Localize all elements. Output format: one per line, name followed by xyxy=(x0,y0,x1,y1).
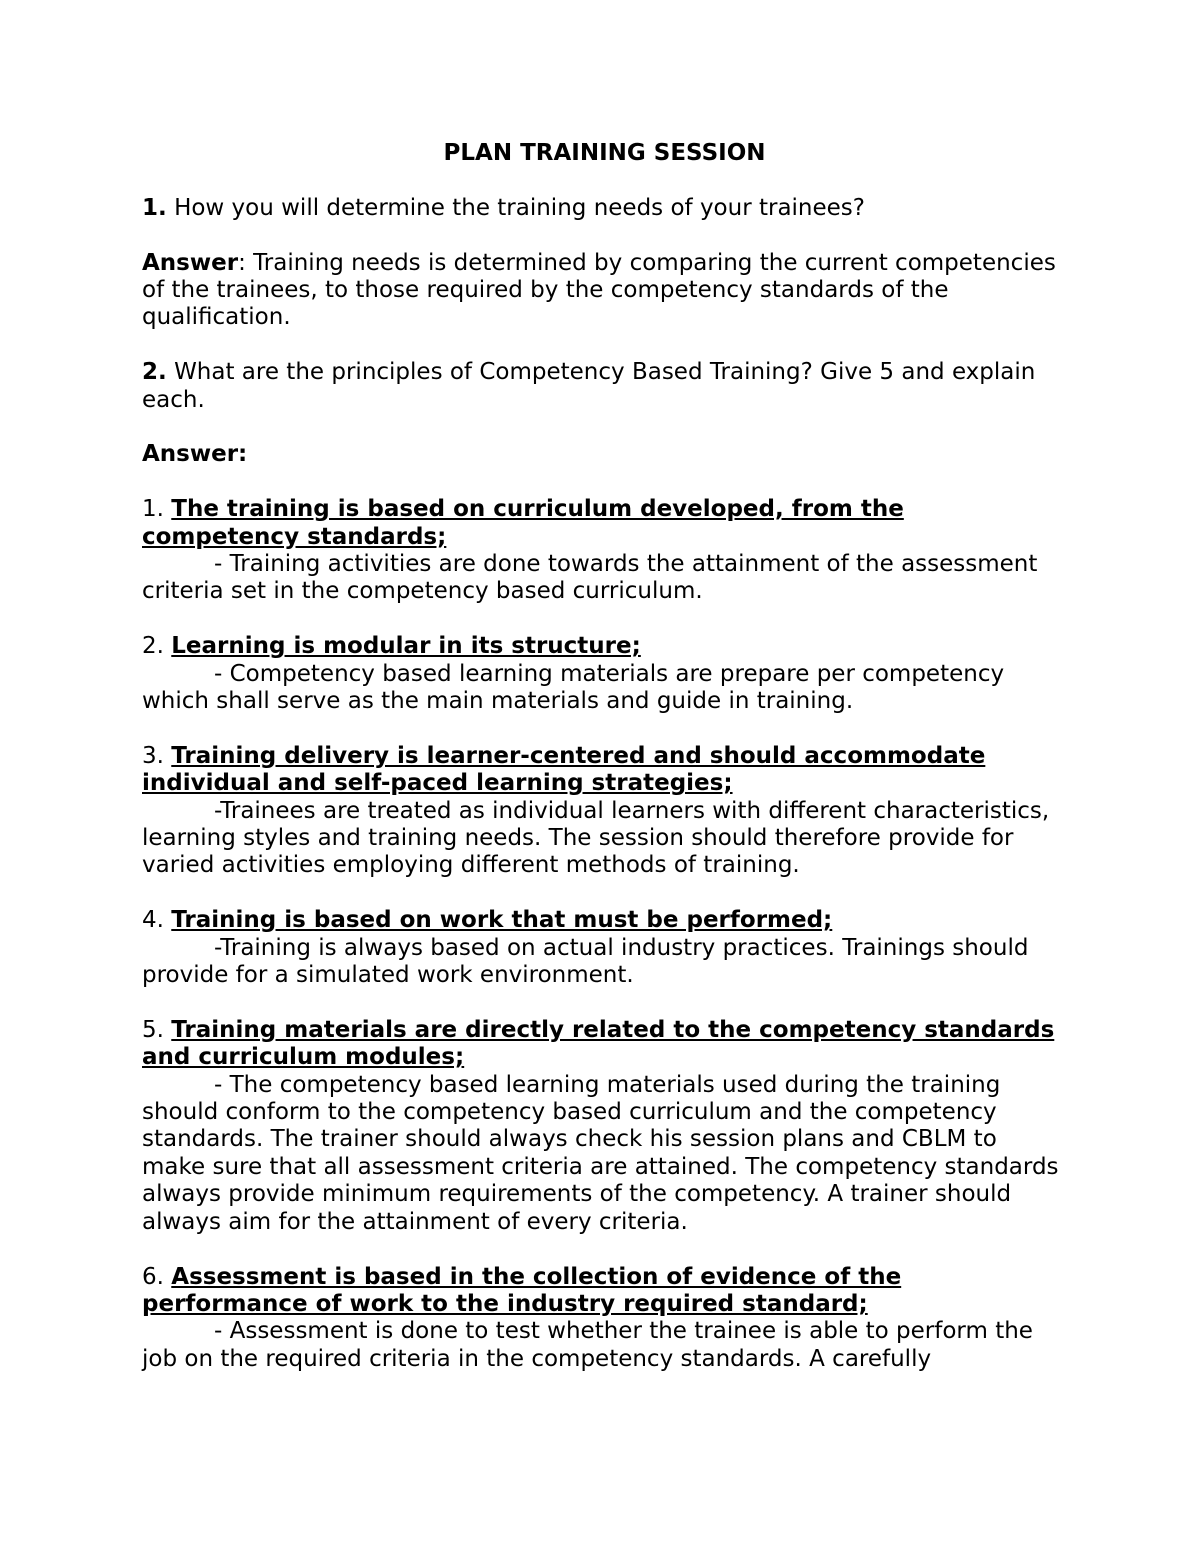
principle-6-explanation xyxy=(142,1318,1067,1373)
principle-5-explanation xyxy=(142,1072,1067,1236)
principle-3 xyxy=(142,743,1067,798)
principle-number: 6. xyxy=(142,1263,164,1290)
answer-1-text: : Training needs is determined by comparing the current competencies of the trainees, to those required by the competency standards of the qualification. xyxy=(142,249,1056,331)
principle-4-explanation xyxy=(142,935,1067,990)
principle-4 xyxy=(142,907,1067,934)
question-2-text: What are the principles of Competency Based Training? Give 5 and explain each. xyxy=(142,359,1036,413)
principle-number: 1. xyxy=(142,496,164,523)
principle-heading: Training materials are directly related to the competency standards and curriculum modules; xyxy=(142,1016,1055,1071)
document-page xyxy=(142,140,1067,1373)
question-1-text: How you will determine the training needs of your trainees? xyxy=(174,194,865,221)
principle-number: 5. xyxy=(142,1016,164,1043)
question-2-number: 2. xyxy=(142,359,167,386)
principle-2-explanation xyxy=(142,661,1067,716)
page-title: PLAN TRAINING SESSION xyxy=(443,140,766,166)
principle-3-explanation xyxy=(142,798,1067,880)
principle-number: 2. xyxy=(142,633,164,660)
answer-1-label: Answer xyxy=(142,249,239,276)
principle-6 xyxy=(142,1264,1067,1319)
principle-number: 3. xyxy=(142,742,164,769)
answer-2-label: Answer: xyxy=(142,441,248,468)
question-1 xyxy=(142,195,1067,222)
question-2 xyxy=(142,359,1067,414)
principle-explanation: - Training activities are done towards the attainment of the assessment criteria set in the competency based curriculum. xyxy=(142,551,1038,605)
principle-5 xyxy=(142,1017,1067,1072)
principle-2 xyxy=(142,633,1067,660)
principle-1 xyxy=(142,496,1067,551)
principle-heading: Assessment is based in the collection of evidence of the performance of work to the industry required standard; xyxy=(142,1263,902,1317)
principle-heading: Training is based on work that must be performed; xyxy=(171,907,833,934)
principle-number: 4. xyxy=(142,907,164,934)
question-1-number: 1. xyxy=(142,194,167,221)
principle-heading: Learning is modular in its structure; xyxy=(171,633,641,660)
principle-heading: The training is based on curriculum developed, from the competency standards; xyxy=(142,496,904,550)
principle-explanation: -Trainees are treated as individual learners with different characteristics, learning styles and training needs. The session should therefore provide for varied activities employing different methods of training. xyxy=(142,797,1050,879)
principle-explanation: - The competency based learning materials used during the training should conform to the competency based curriculum and the competency standards. The trainer should always check his session plans and CBLM to make sure that all assessment criteria are attained. The competency standards always provide minimum requirements of the competency. A trainer should always aim for the attainment of every criteria. xyxy=(142,1071,1059,1235)
principle-explanation: - Assessment is done to test whether the trainee is able to perform the job on the required criteria in the competency standards. A carefully xyxy=(142,1318,1033,1372)
principle-explanation: - Competency based learning materials are prepare per competency which shall serve as the main materials and guide in training. xyxy=(142,660,1005,715)
principle-explanation: -Training is always based on actual industry practices. Trainings should provide for a simulated work environment. xyxy=(142,934,1029,989)
answer-1 xyxy=(142,250,1067,332)
principle-1-explanation xyxy=(142,551,1067,606)
principle-heading: Training delivery is learner-centered and should accommodate individual and self-paced learning strategies; xyxy=(142,742,986,797)
